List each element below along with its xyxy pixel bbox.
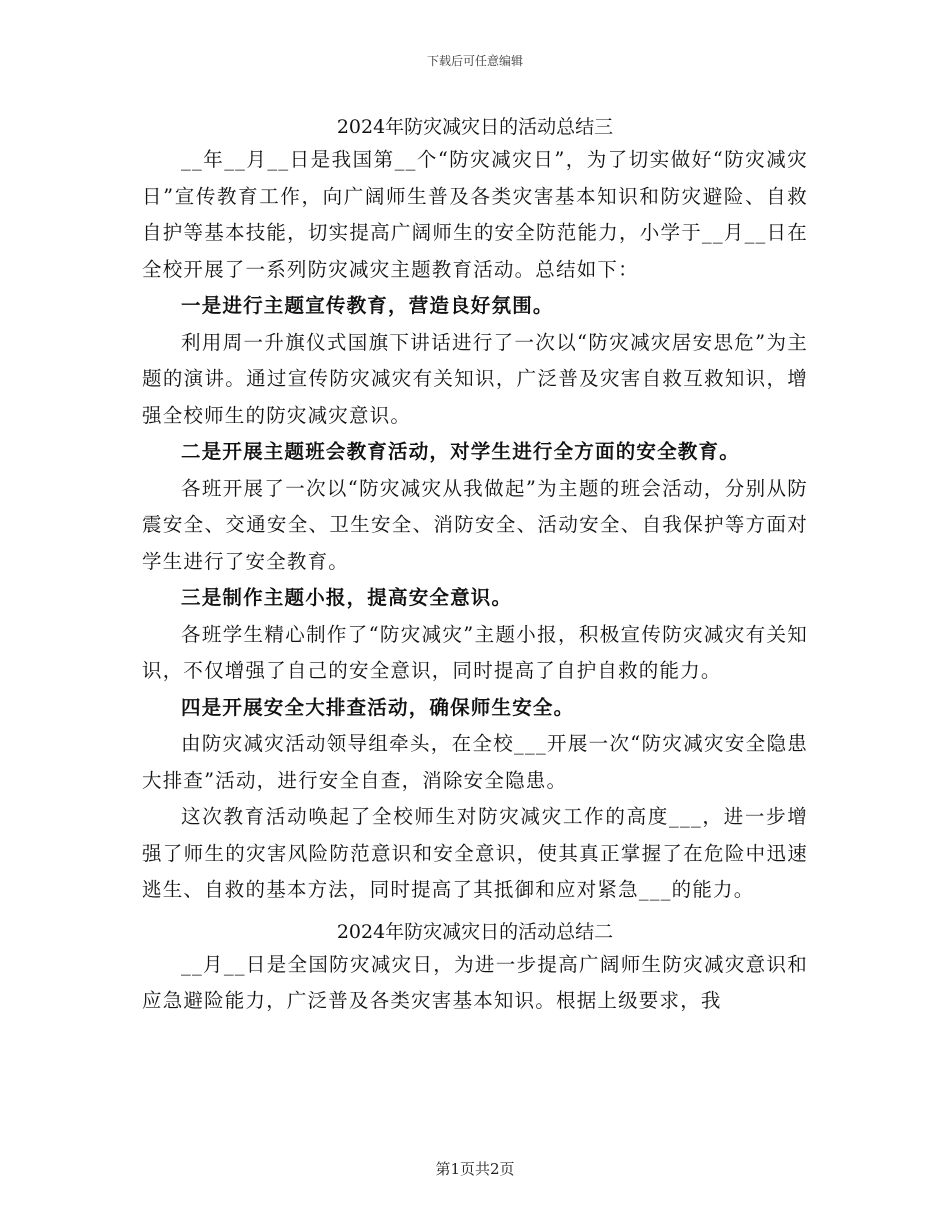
section-title-2: 2024年防灾减灾日的活动总结二: [336, 920, 614, 943]
section2-intro-paragraph: __月__日是全国防灾减灾日，为进一步提高广阔师生防灾减灾意识和应急避险能力，广泛普及各类灾害基本知识。根据上级要求，我: [142, 952, 808, 1012]
point-body-1: 利用周一升旗仪式国旗下讲话进行了一次以“防灾减灾居安思危”为主题的演讲。通过宣传防灾减灾有关知识，广泛普及灾害自救互救知识，增强全校师生的防灾减灾意识。: [142, 330, 808, 427]
point-body-2: 各班开展了一次以“防灾减灾从我做起”为主题的班会活动，分别从防震安全、交通安全、卫生安全、消防安全、活动安全、自我保护等方面对学生进行了安全教育。: [142, 476, 808, 573]
conclusion-paragraph: 这次教育活动唤起了全校师生对防灾减灾工作的高度___，进一步增强了师生的灾害风险防范意识和安全意识，使其真正掌握了在危险中迅速逃生、自救的基本方法，同时提高了其抵御和应对紧急___的能力。: [142, 805, 808, 901]
point-heading-2: 二是开展主题班会教育活动，对学生进行全方面的安全教育。: [181, 440, 740, 463]
intro-paragraph: __年__月__日是我国第__个“防灾减灾日”，为了切实做好“防灾减灾日”宣传教育工作，向广阔师生普及各类灾害基本知识和防灾避险、自救自护等基本技能，切实提高广阔师生的安全防范能力，小学于__月__日在全校开展了一系列防灾减灾主题教育活动。总结如下：: [142, 148, 808, 281]
document-body: [142, 112, 808, 1020]
page-number: 第1页共2页: [435, 1160, 515, 1178]
page-header-note: 下载后可任意编辑: [426, 54, 523, 68]
point-heading-1: 一是进行主题宣传教育，营造良好氛围。: [181, 294, 554, 317]
point-heading-4: 四是开展安全大排查活动，确保师生安全。: [181, 695, 575, 719]
point-body-4: 由防灾减灾活动领导组牵头，在全校___开展一次“防灾减灾安全隐患大排查”活动，进行安全自查，消除安全隐患。: [142, 732, 808, 792]
section-title-3: 2024年防灾减灾日的活动总结三: [336, 116, 614, 138]
point-body-3: 各班学生精心制作了“防灾减灾”主题小报，积极宣传防灾减灾有关知识，不仅增强了自己的安全意识，同时提高了自护自救的能力。: [142, 622, 808, 682]
point-heading-3: 三是制作主题小报，提高安全意识。: [181, 586, 513, 609]
